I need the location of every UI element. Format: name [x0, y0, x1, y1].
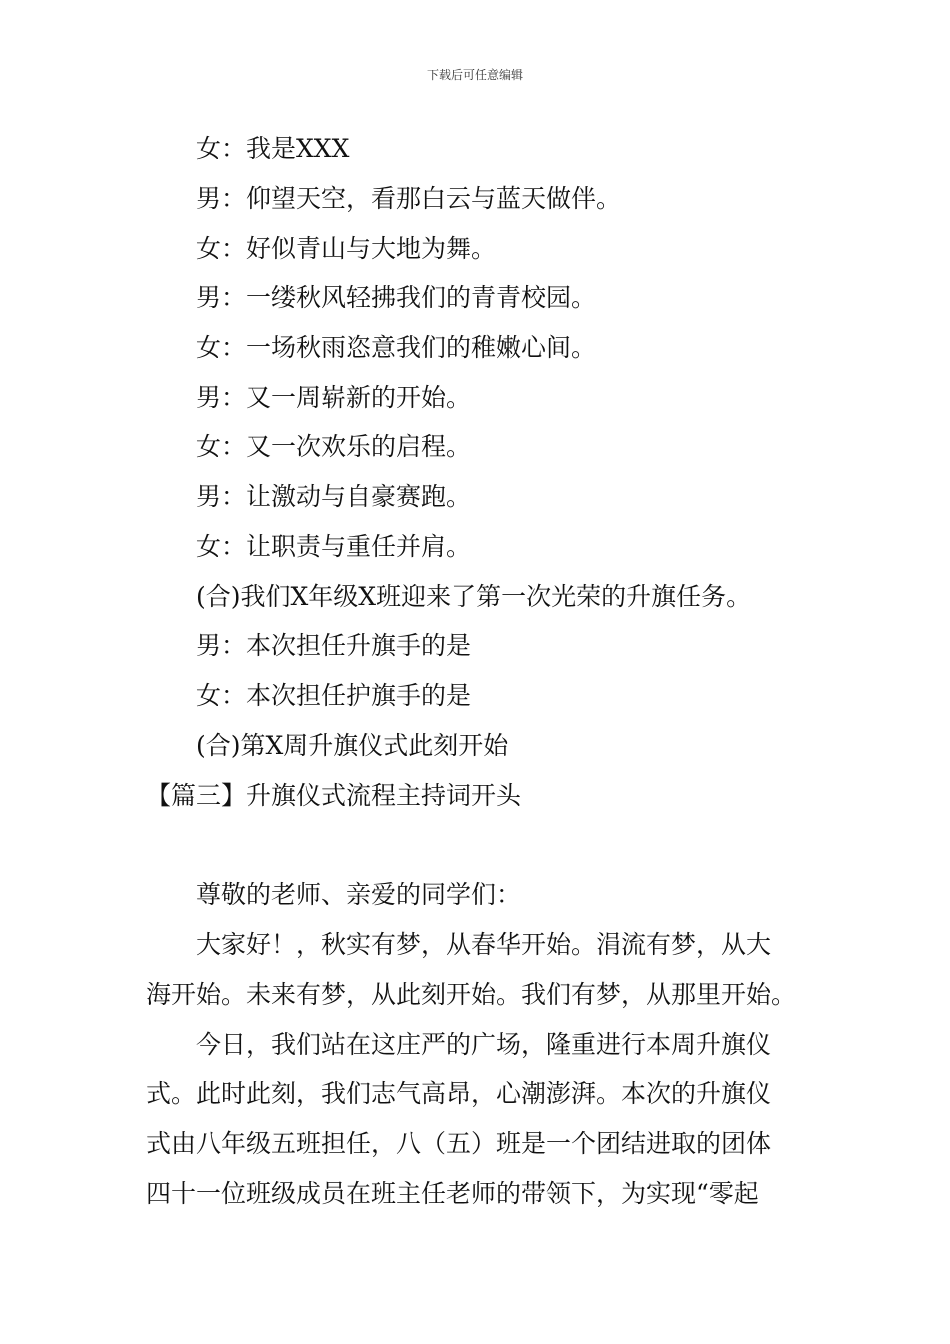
- dialogue-line: 女：好似青山与大地为舞。: [196, 234, 497, 263]
- dialogue-line: 男：让激动与自豪赛跑。: [196, 482, 472, 511]
- paragraph-line: 式。此时此刻，我们志气高昂，心潮澎湃。本次的升旗仪: [146, 1079, 772, 1108]
- paragraph-line: 大家好！，秋实有梦，从春华开始。涓流有梦，从大: [196, 930, 772, 959]
- dialogue-line: 女：一场秋雨恣意我们的稚嫩心间。: [196, 333, 597, 362]
- dialogue-line: (合)我们X年级X班迎来了第一次光荣的升旗任务。: [196, 582, 752, 611]
- section-heading: 【篇三】升旗仪式流程主持词开头: [146, 781, 522, 810]
- dialogue-line: 男：一缕秋风轻拂我们的青青校园。: [196, 283, 597, 312]
- dialogue-line: 男：又一周崭新的开始。: [196, 383, 472, 412]
- dialogue-line: 女：我是XXX: [196, 134, 350, 163]
- dialogue-line: 女：又一次欢乐的启程。: [196, 432, 472, 461]
- page-header: 下载后可任意编辑: [426, 68, 523, 82]
- paragraph-line: 四十一位班级成员在班主任老师的带领下，为实现“零起: [146, 1179, 759, 1208]
- paragraph-line: 今日，我们站在这庄严的广场，隆重进行本周升旗仪: [196, 1030, 772, 1059]
- dialogue-line: 女：让职责与重任并肩。: [196, 532, 472, 561]
- dialogue-line: (合)第X周升旗仪式此刻开始: [196, 731, 509, 760]
- dialogue-line: 男：本次担任升旗手的是: [196, 631, 472, 660]
- paragraph-line: 式由八年级五班担任，八（五）班是一个团结进取的团体: [146, 1129, 772, 1158]
- paragraph-line: 海开始。未来有梦，从此刻开始。我们有梦，从那里开始。: [146, 980, 797, 1009]
- dialogue-line: 男：仰望天空，看那白云与蓝天做伴。: [196, 184, 622, 213]
- dialogue-line: 女：本次担任护旗手的是: [196, 681, 472, 710]
- greeting: 尊敬的老师、亲爱的同学们：: [196, 880, 522, 909]
